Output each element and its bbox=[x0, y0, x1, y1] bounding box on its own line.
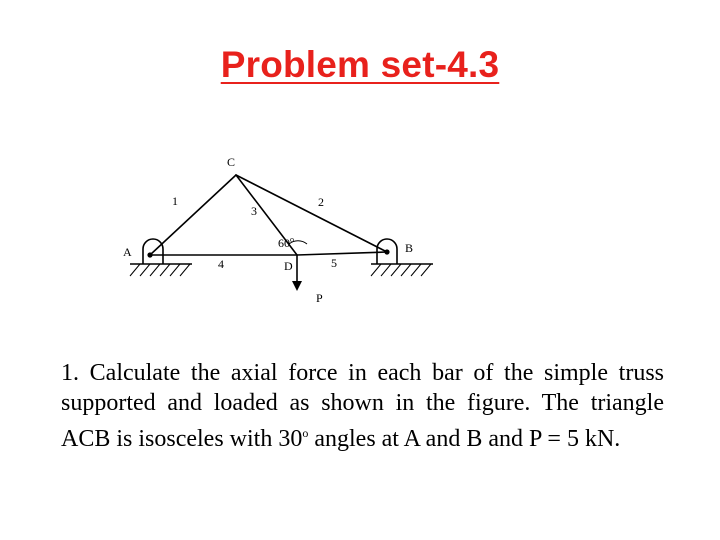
slide-title-text: Problem set-4.3 bbox=[220, 44, 500, 85]
bar-5-line bbox=[297, 252, 387, 255]
bar-label-3: 3 bbox=[251, 204, 257, 218]
problem-text-after: angles at A and B and P = 5 kN. bbox=[308, 426, 621, 452]
load-label-p: P bbox=[316, 291, 323, 305]
bar-1-line bbox=[150, 175, 236, 255]
problem-text-before: 1. Calculate the axial force in each bar of the simple truss supported and loaded as shown in the figure. The triangle ACB is isosceles with 30 bbox=[61, 360, 664, 452]
bar-label-5: 5 bbox=[331, 256, 337, 270]
node-label-b: B bbox=[405, 241, 414, 255]
angle-degree: o bbox=[290, 235, 294, 244]
node-label-c: C bbox=[227, 155, 236, 169]
angle-value: 60 bbox=[278, 236, 290, 250]
bar-2-line bbox=[236, 175, 387, 252]
problem-statement bbox=[61, 358, 664, 454]
support-b bbox=[371, 239, 433, 276]
bar-label-1: 1 bbox=[172, 194, 178, 208]
degree-symbol: o bbox=[302, 426, 309, 440]
node-label-d: D bbox=[284, 259, 293, 273]
truss-bars bbox=[150, 175, 387, 255]
load-arrow bbox=[292, 255, 302, 291]
node-label-a: A bbox=[123, 245, 132, 259]
bar-label-4: 4 bbox=[218, 257, 224, 271]
bar-label-2: 2 bbox=[318, 195, 324, 209]
